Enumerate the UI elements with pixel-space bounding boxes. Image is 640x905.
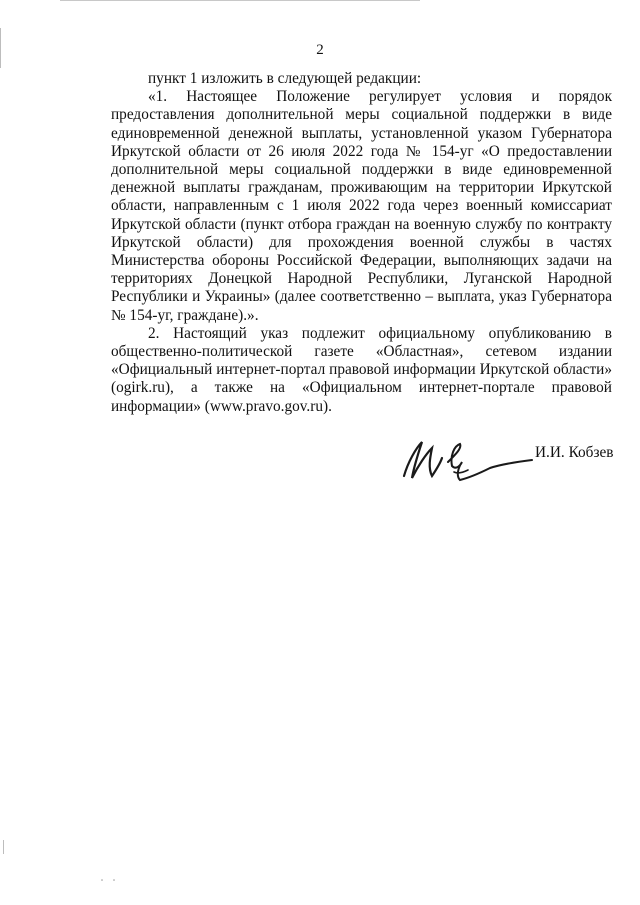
handwritten-signature xyxy=(398,432,538,492)
signature-block xyxy=(398,432,618,492)
paragraph-point-2: 2. Настоящий указ подлежит официальному опубликованию в общественно-политической газете «Областная», сетевом издании «Официальный интернет-портал правовой информации Иркутской области» (ogirk.ru), а также на «Официальном интернет-портале правовой информации» (www.pravo.gov.ru). xyxy=(111,324,612,415)
signer-name: И.И. Кобзев xyxy=(535,444,614,461)
scan-noise-dots xyxy=(100,878,130,882)
document-body xyxy=(111,70,612,416)
scan-margin-mark xyxy=(3,840,4,854)
page-number: 2 xyxy=(316,42,324,58)
scan-edge-line xyxy=(60,0,420,1)
paragraph-intro: пункт 1 изложить в следующей редакции: xyxy=(148,70,422,87)
paragraph-point-1: «1. Настоящее Положение регулирует условия и порядок предоставления дополнительной меры социальной поддержки в виде единовременной денежной выплаты, установленной указом Губернатора Иркутской области от 26 июля 2022 года № 154-уг «О предоставлении дополнительной меры социальной поддержки в виде единовременной денежной выплаты гражданам, проживающим на территории Иркутской области, направленным с 1 июля 2022 года через военный комиссариат Иркутской области (пункт отбора граждан на военную службу по контракту Иркутской области) для прохождения военной службы в частях Министерства обороны Российской Федерации, выполняющих задачи на территориях Донецкой Народной Республики, Луганской Народной Республики и Украины» (далее соответственно – выплата, указ Губернатора № 154-уг, граждане).». xyxy=(111,88,612,324)
